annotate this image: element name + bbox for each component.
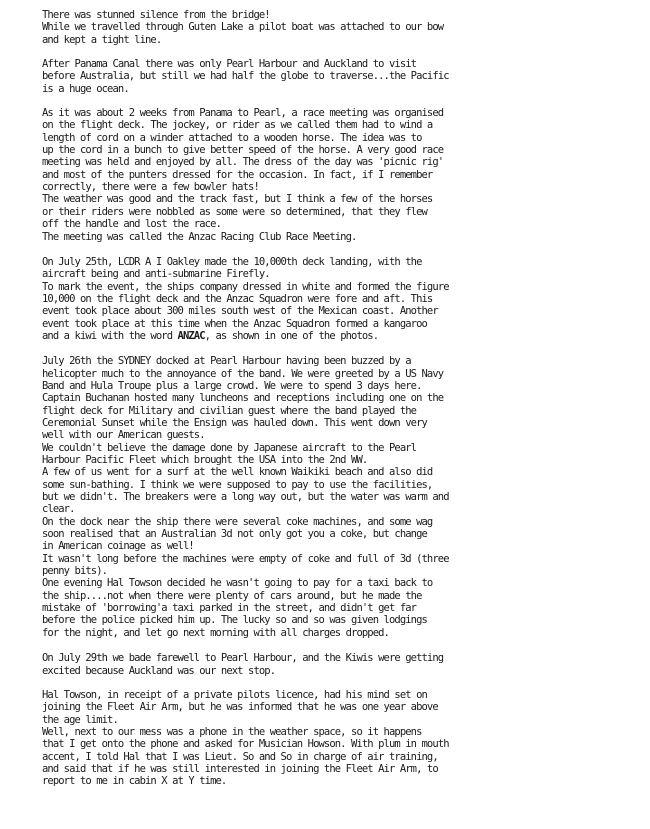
text-line: clear. xyxy=(42,503,75,516)
text-line: Harbour Pacific Fleet which brought the USA into the 2nd WW. xyxy=(42,454,368,466)
paragraph-panama-canal xyxy=(42,58,650,95)
text-line: the age limit. xyxy=(42,713,118,726)
text-line: A few of us went for a surf at the well known Waikiki beach and also did xyxy=(42,466,433,479)
paragraph-race-meeting xyxy=(42,107,650,243)
text-line: To mark the event, the ships company dressed in white and formed the figure xyxy=(42,280,449,293)
paragraph-farewell xyxy=(42,652,650,677)
text-line: and said that if he was still interested in joining the Fleet Air Arm, to xyxy=(42,762,438,775)
text-line: It wasn't long before the machines were empty of coke and full of 3d (three xyxy=(42,552,449,565)
text-line: July 26th the SYDNEY docked at Pearl Harbour having been buzzed by a xyxy=(42,355,411,368)
text-line: The meeting was called the Anzac Racing Club Race Meeting. xyxy=(42,230,357,243)
text-line: After Panama Canal there was only Pearl Harbour and Auckland to visit xyxy=(42,58,417,71)
text-line: flight deck for Military and civilian guest where the band played the xyxy=(42,404,417,417)
text-line: the ship....not when there were plenty of cars around, but he made the xyxy=(42,589,422,602)
text-line: One evening Hal Towson decided he wasn't going to pay for a taxi back to xyxy=(42,577,433,590)
text-line: The weather was good and the track fast, but I think a few of the horses xyxy=(42,193,433,206)
text-line: correctly, there were a few bowler hats! xyxy=(42,181,259,194)
text-line: before Australia, but still we had half the globe to traverse...the Pacific xyxy=(42,70,449,83)
text-line: Hal Towson, in receipt of a private pilots licence, had his mind set on xyxy=(42,688,427,701)
text-line: in American coinage as well! xyxy=(42,540,194,553)
text-line: report to me in cabin X at Y time. xyxy=(42,775,227,788)
text-line: penny bits). xyxy=(42,565,108,578)
text-line: We couldn't believe the damage done by Japanese aircraft to the Pearl xyxy=(42,441,417,454)
text-line: Captain Buchanan hosted many luncheons and receptions including one on the xyxy=(42,392,444,405)
paragraph-hal-towson xyxy=(42,689,650,788)
text-segment: and a kiwi with the word xyxy=(42,329,178,342)
text-line: that I get onto the phone and asked for Musician Howson. With plum in mouth xyxy=(42,738,449,751)
text-line: As it was about 2 weeks from Panama to Pearl, a race meeting was organised xyxy=(42,107,444,120)
text-segment: , as shown in one of the photos. xyxy=(204,329,379,342)
text-line: before the police picked him up. The lucky so and so was given lodgings xyxy=(42,614,427,627)
text-line: helicopter much to the annoyance of the band. We were greeted by a US Navy xyxy=(42,367,444,380)
text-line: mistake of 'borrowing'a taxi parked in the street, and didn't get far xyxy=(42,602,417,615)
text-line: up the cord in a bunch to give better speed of the horse. A very good race xyxy=(42,144,444,157)
paragraph-pearl-harbour xyxy=(42,355,650,639)
text-line: length of cord on a winder attached to a wooden horse. The idea was to xyxy=(42,131,422,144)
text-line: some sun-bathing. I think we were supposed to pay to use the facilities, xyxy=(42,478,433,491)
text-line xyxy=(42,330,650,342)
text-line: 10,000 on the flight deck and the Anzac Squadron were fore and aft. This xyxy=(42,292,433,305)
paragraph-bridge-silence xyxy=(42,9,650,46)
text-line: and most of the punters dressed for the occasion. In fact, if I remember xyxy=(42,168,433,181)
text-line: and kept a tight line. xyxy=(42,33,162,46)
text-line: or their riders were nobbled as some were so determined, that they flew xyxy=(42,205,427,218)
text-line: event took place at this time when the Anzac Squadron formed a kangaroo xyxy=(42,317,427,330)
text-line: is a huge ocean. xyxy=(42,82,129,95)
text-line: On July 25th, LCDR A I Oakley made the 10,000th deck landing, with the xyxy=(42,255,422,268)
text-line: off the handle and lost the race. xyxy=(42,218,221,231)
text-line: accent, I told Hal that I was Lieut. So and So in charge of air training, xyxy=(42,750,438,763)
anzac-bold-word: ANZAC xyxy=(177,329,205,342)
text-line: excited because Auckland was our next stop. xyxy=(42,664,276,677)
text-line: meeting was held and enjoyed by all. The dress of the day was 'picnic rig' xyxy=(42,156,444,169)
text-line: There was stunned silence from the bridge! xyxy=(42,9,270,21)
text-line: While we travelled through Guten Lake a pilot boat was attached to our bow xyxy=(42,21,444,34)
text-line: aircraft being and anti-submarine Firefly. xyxy=(42,268,270,281)
paragraph-deck-landing xyxy=(42,256,650,342)
text-line: for the night, and let go next morning with all charges dropped. xyxy=(42,626,389,639)
text-line: Ceremonial Sunset while the Ensign was hauled down. This went down very xyxy=(42,416,427,429)
text-line: but we didn't. The breakers were a long way out, but the water was warm and xyxy=(42,491,449,504)
text-line: Well, next to our mess was a phone in the weather space, so it happens xyxy=(42,725,422,738)
text-line: joining the Fleet Air Arm, but he was informed that he was one year above xyxy=(42,701,438,714)
text-line: soon realised that an Australian 3d not only got you a coke, but change xyxy=(42,528,427,541)
text-line: well with our American guests. xyxy=(42,429,205,442)
text-line: On the dock near the ship there were several coke machines, and some wag xyxy=(42,515,433,528)
text-line: Band and Hula Troupe plus a large crowd. We were to spend 3 days here. xyxy=(42,379,422,392)
text-line: event took place about 300 miles south west of the Mexican coast. Another xyxy=(42,305,438,318)
text-line: On July 29th we bade farewell to Pearl Harbour, and the Kiwis were getting xyxy=(42,652,444,665)
text-line: on the flight deck. The jockey, or rider as we called them had to wind a xyxy=(42,119,433,132)
